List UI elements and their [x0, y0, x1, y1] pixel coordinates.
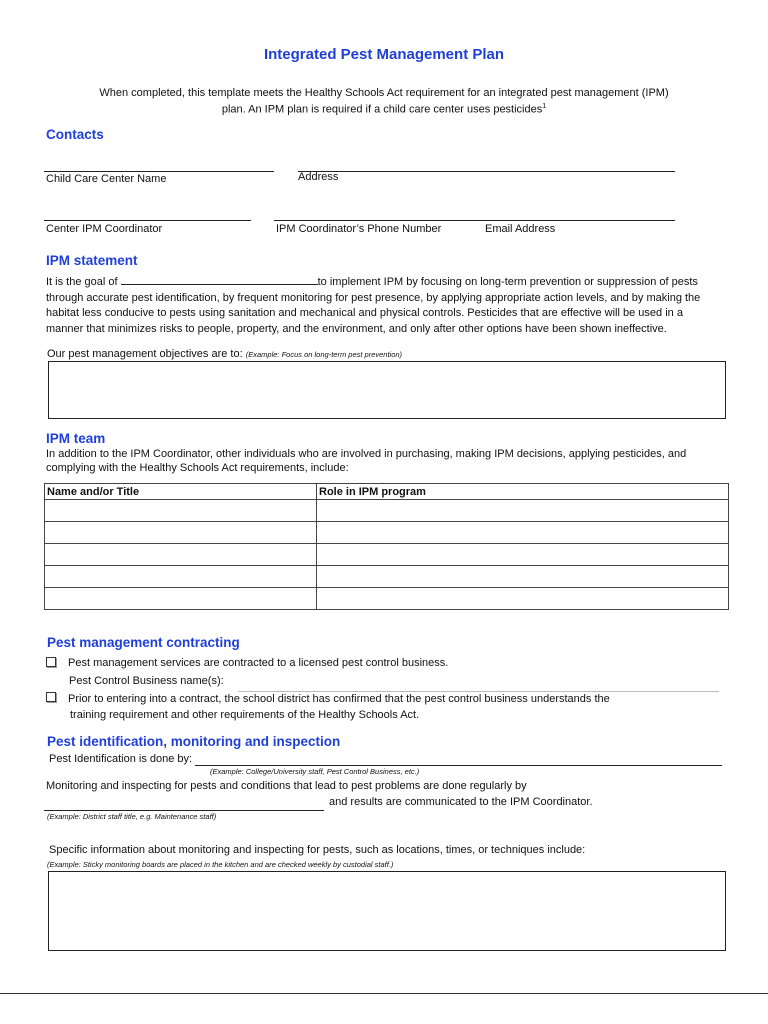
name-cell[interactable]: [45, 500, 317, 522]
ipm-statement-text: [46, 274, 736, 337]
identification-heading: Pest identification, monitoring and inspection: [47, 734, 341, 749]
confirmed-label-1: Prior to entering into a contract, the school district has confirmed that the pest control business understands the: [68, 693, 610, 705]
results-line: and results are communicated to the IPM Coordinator.: [329, 796, 593, 808]
address-label: Address: [298, 171, 339, 183]
contracted-checkbox[interactable]: [46, 657, 56, 667]
role-cell[interactable]: [317, 522, 729, 544]
specific-example: (Example: Sticky monitoring boards are placed in the kitchen and are checked weekly by custodial staff.): [47, 860, 394, 869]
coordinator-label: Center IPM Coordinator: [46, 223, 163, 235]
goal-prefix: It is the goal of: [46, 276, 118, 288]
business-name-field[interactable]: [238, 691, 719, 692]
address-field[interactable]: [298, 171, 675, 172]
objectives-textbox[interactable]: [48, 361, 726, 419]
page-title: Integrated Pest Management Plan: [263, 46, 505, 63]
team-line-2: complying with the Healthy Schools Act requirements, include:: [46, 462, 349, 474]
statement-line-3: habitat less conducive to pests using sanitation and mechanical and physical controls. Pesticides that are effective will be used in a: [46, 307, 683, 319]
monitoring-line: Monitoring and inspecting for pests and conditions that lead to pest problems are done regularly by: [46, 780, 527, 792]
contacts-heading: Contacts: [46, 127, 104, 142]
coordinator-field[interactable]: [44, 220, 251, 221]
objectives-label-row: [47, 348, 402, 360]
phone-email-field[interactable]: [274, 220, 675, 221]
confirmed-label-2: training requirement and other requirements of the Healthy Schools Act.: [70, 709, 420, 721]
ipm-team-table: [44, 483, 729, 610]
team-line-1: In addition to the IPM Coordinator, other individuals who are involved in purchasing, making IPM decisions, applying pesticides, and: [46, 448, 687, 460]
objectives-example: (Example: Focus on long-term pest prevention): [245, 350, 403, 359]
done-by-example: (Example: College/University staff, Pest Control Business, etc.): [210, 767, 420, 776]
intro-line-1: When completed, this template meets the Healthy Schools Act requirement for an integrated pest management (IPM): [99, 87, 669, 99]
goal-suffix: to implement IPM by focusing on long-term prevention or suppression of pests: [317, 276, 698, 288]
specific-info-textbox[interactable]: [48, 871, 726, 951]
footnote-ref: 1: [542, 103, 547, 110]
phone-label: IPM Coordinator’s Phone Number: [276, 223, 442, 235]
name-cell[interactable]: [45, 544, 317, 566]
specific-label: Specific information about monitoring and inspecting for pests, such as locations, times, or techniques include:: [49, 844, 586, 856]
table-row: [45, 588, 729, 610]
contracting-heading: Pest management contracting: [47, 635, 240, 650]
role-cell[interactable]: [317, 566, 729, 588]
email-label: Email Address: [485, 223, 556, 235]
business-name-label: Pest Control Business name(s):: [69, 675, 224, 687]
name-cell[interactable]: [45, 522, 317, 544]
table-row: [45, 522, 729, 544]
goal-name-field[interactable]: [121, 274, 318, 285]
confirmed-checkbox[interactable]: [46, 692, 56, 702]
ipm-team-text: [46, 447, 736, 475]
name-cell[interactable]: [45, 588, 317, 610]
center-name-field[interactable]: [44, 171, 274, 172]
footer-divider: [0, 993, 768, 994]
ipm-team-heading: IPM team: [46, 431, 106, 446]
col-name-header: Name and/or Title: [45, 484, 317, 500]
statement-line-2: through accurate pest identification, by frequent monitoring for pest presence, by applying appropriate action levels, and by making the: [46, 291, 701, 304]
role-cell[interactable]: [317, 588, 729, 610]
table-row: [45, 500, 729, 522]
center-name-label: Child Care Center Name: [46, 173, 167, 185]
name-cell[interactable]: [45, 566, 317, 588]
statement-line-4: manner that minimizes risks to people, property, and the environment, and only after other options have been shown ineffective.: [46, 322, 667, 335]
monitoring-staff-field[interactable]: [44, 810, 324, 811]
staff-example: (Example: District staff title, e.g. Maintenance staff): [47, 812, 217, 821]
table-row: [45, 566, 729, 588]
objectives-label: Our pest management objectives are to:: [47, 348, 243, 360]
done-by-field[interactable]: [195, 765, 722, 766]
intro-line-2: plan. An IPM plan is required if a child care center uses pesticides$^1$: [221, 103, 547, 116]
role-cell[interactable]: [317, 500, 729, 522]
col-role-header: Role in IPM program: [317, 484, 729, 500]
table-header-row: [45, 484, 729, 500]
contracted-label: Pest management services are contracted to a licensed pest control business.: [68, 657, 449, 669]
table-row: [45, 544, 729, 566]
intro-text: [80, 86, 688, 117]
ipm-statement-heading: IPM statement: [46, 253, 138, 268]
done-by-label: Pest Identification is done by:: [49, 753, 193, 765]
role-cell[interactable]: [317, 544, 729, 566]
